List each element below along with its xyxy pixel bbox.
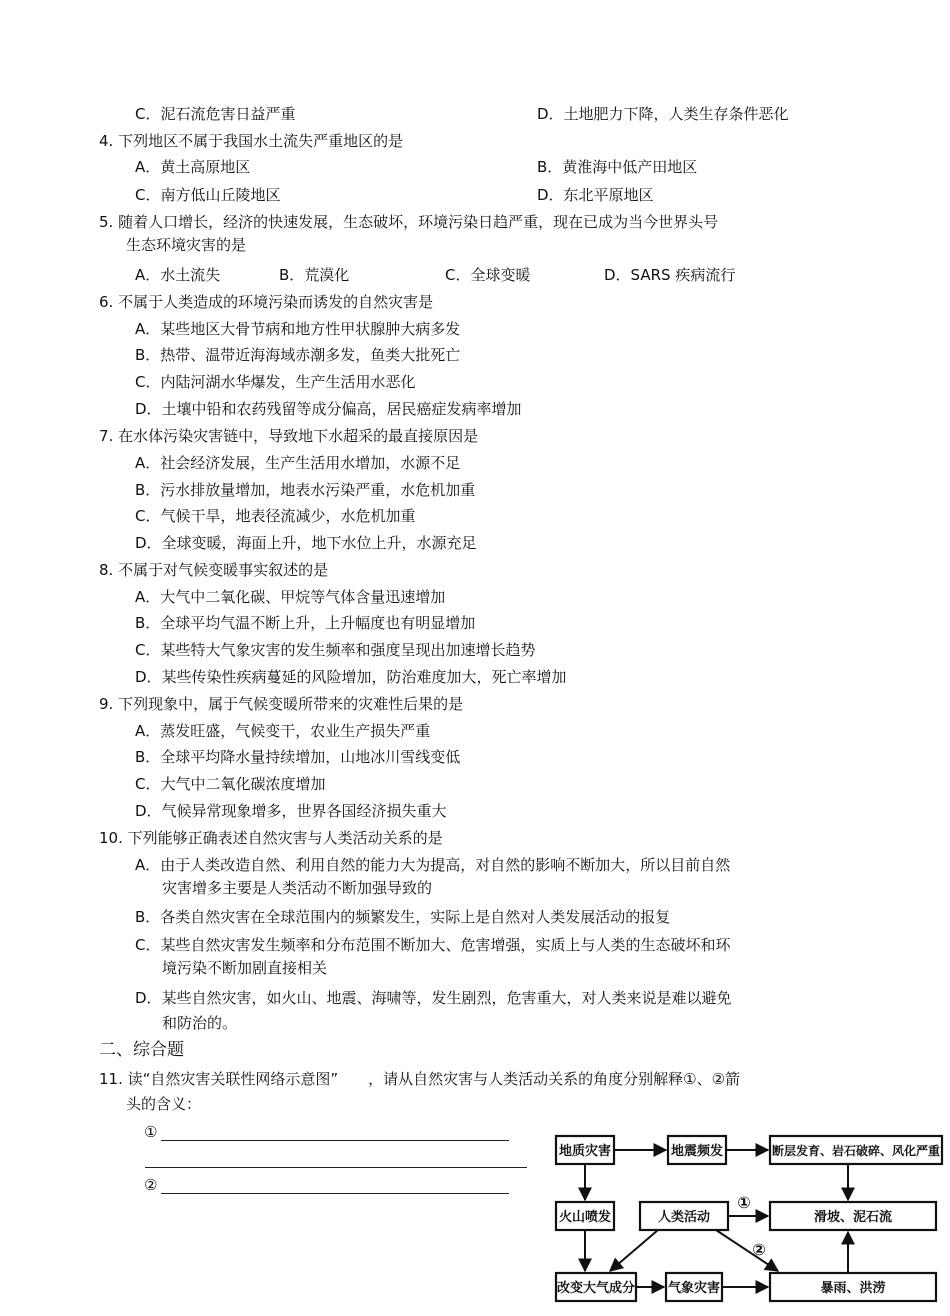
q7-option-c: C．气候干旱，地表径流减少，水危机加重 xyxy=(135,507,416,525)
q10-stem: 10. 下列能够正确表述自然灾害与人类活动关系的是 xyxy=(99,829,443,847)
q6-option-b: B．热带、温带近海海域赤潮多发，鱼类大批死亡 xyxy=(135,346,461,364)
q7-option-d: D．全球变暖，海面上升，地下水位上升，水源充足 xyxy=(135,534,477,552)
q6-stem: 6. 不属于人类造成的环境污染而诱发的自然灾害是 xyxy=(99,293,434,311)
q9-option-d: D．气候异常现象增多，世界各国经济损失重大 xyxy=(135,802,447,820)
edge-human-storm xyxy=(716,1230,778,1271)
q8-option-c: C．某些特大气象灾害的发生频率和强度呈现出加速增长趋势 xyxy=(135,641,536,659)
q11-stem-line2: 头的含义： xyxy=(126,1095,202,1113)
q6-option-d: D．土壤中铅和农药残留等成分偏高，居民癌症发病率增加 xyxy=(135,400,522,418)
q10-option-b: B．各类自然灾害在全球范围内的频繁发生，实际上是自然对人类发展活动的报复 xyxy=(135,908,671,926)
svg-text:改变大气成分: 改变大气成分 xyxy=(556,1281,636,1296)
node-landslide xyxy=(770,1202,936,1230)
q3-option-c: C．泥石流危害日益严重 xyxy=(135,105,296,123)
node-geo xyxy=(556,1136,614,1164)
q10-option-a-line1: A．由于人类改造自然、利用自然的能力大为提高，对自然的影响不断加大，所以目前自然 xyxy=(135,856,731,874)
q9-option-c: C．大气中二氧化碳浓度增加 xyxy=(135,775,326,793)
q4-option-d: D．东北平原地区 xyxy=(537,186,654,204)
answer-mark-2: ② xyxy=(144,1176,158,1194)
q10-option-a-line2: 灾害增多主要是人类活动不断加强导致的 xyxy=(162,879,433,897)
q4-option-c: C．南方低山丘陵地区 xyxy=(135,186,281,204)
svg-text:滑坡、泥石流: 滑坡、泥石流 xyxy=(813,1210,893,1225)
node-storm xyxy=(770,1273,936,1301)
q3-option-d: D．土地肥力下降，人类生存条件恶化 xyxy=(537,105,789,123)
answer-mark-1: ① xyxy=(144,1123,158,1141)
q8-stem: 8. 不属于对气候变暖事实叙述的是 xyxy=(99,561,329,579)
svg-text:断层发育、岩石破碎、风化严重: 断层发育、岩石破碎、风化严重 xyxy=(771,1144,941,1158)
node-fault xyxy=(770,1136,942,1164)
answer-blank-1-continued[interactable] xyxy=(145,1167,527,1168)
answer-blank-1[interactable] xyxy=(161,1140,509,1141)
q10-option-d-line2: 和防治的。 xyxy=(162,1014,238,1032)
svg-text:地震频发: 地震频发 xyxy=(670,1144,724,1159)
q9-option-b: B．全球平均降水量持续增加，山地冰川雪线变低 xyxy=(135,748,461,766)
q4-stem: 4. 下列地区不属于我国水土流失严重地区的是 xyxy=(99,132,404,150)
section-title: 二、综合题 xyxy=(99,1040,184,1060)
q5-option-d: D．SARS 疾病流行 xyxy=(604,266,736,284)
q6-option-c: C．内陆河湖水华爆发，生产生活用水恶化 xyxy=(135,373,416,391)
q10-option-c-line1: C．某些自然灾害发生频率和分布范围不断加大、危害增强，实质上与人类的生态破坏和环 xyxy=(135,936,731,954)
svg-text:火山喷发: 火山喷发 xyxy=(558,1210,612,1225)
node-atmos xyxy=(556,1273,636,1301)
q11-stem-line1: 11. 读“自然灾害关联性网络示意图” ，请从自然灾害与人类活动关系的角度分别解释①、②箭 xyxy=(99,1070,741,1088)
q5-stem-line2: 生态环境灾害的是 xyxy=(126,236,247,254)
answer-blank-2[interactable] xyxy=(161,1193,509,1194)
q10-option-d-line1: D．某些自然灾害，如火山、地震、海啸等，发生剧烈，危害重大，对人类来说是难以避免 xyxy=(135,989,732,1007)
disaster-network-diagram xyxy=(548,1128,948,1310)
arrow-label-2: ② xyxy=(752,1240,766,1259)
q5-option-b: B．荒漠化 xyxy=(279,266,350,284)
q7-option-b: B．污水排放量增加，地表水污染严重，水危机加重 xyxy=(135,481,476,499)
q9-option-a: A．蒸发旺盛，气候变干，农业生产损失严重 xyxy=(135,722,431,740)
q8-option-a: A．大气中二氧化碳、甲烷等气体含量迅速增加 xyxy=(135,588,446,606)
node-quake xyxy=(668,1136,726,1164)
q5-option-a: A．水土流失 xyxy=(135,266,221,284)
arrow-label-1: ① xyxy=(737,1193,751,1212)
svg-text:地质灾害: 地质灾害 xyxy=(558,1144,612,1159)
node-human xyxy=(640,1202,728,1230)
edge-human-atmos xyxy=(610,1230,658,1271)
q8-option-d: D．某些传染性疾病蔓延的风险增加，防治难度加大，死亡率增加 xyxy=(135,668,567,686)
q5-option-c: C．全球变暖 xyxy=(445,266,531,284)
q10-option-c-line2: 境污染不断加剧直接相关 xyxy=(162,959,328,977)
svg-text:人类活动: 人类活动 xyxy=(657,1210,711,1225)
q7-option-a: A．社会经济发展，生产生活用水增加，水源不足 xyxy=(135,454,461,472)
svg-text:暴雨、洪涝: 暴雨、洪涝 xyxy=(820,1281,886,1296)
node-weather xyxy=(666,1273,722,1301)
node-volcano xyxy=(556,1202,614,1230)
q6-option-a: A．某些地区大骨节病和地方性甲状腺肿大病多发 xyxy=(135,320,461,338)
svg-text:气象灾害: 气象灾害 xyxy=(667,1281,721,1296)
q5-stem-line1: 5. 随着人口增长，经济的快速发展，生态破坏，环境污染日趋严重，现在已成为当今世界头号 xyxy=(99,213,719,231)
q7-stem: 7. 在水体污染灾害链中，导致地下水超采的最直接原因是 xyxy=(99,427,479,445)
q4-option-b: B．黄淮海中低产田地区 xyxy=(537,158,698,176)
q4-option-a: A．黄土高原地区 xyxy=(135,158,251,176)
q9-stem: 9. 下列现象中，属于气候变暖所带来的灾难性后果的是 xyxy=(99,695,464,713)
q8-option-b: B．全球平均气温不断上升，上升幅度也有明显增加 xyxy=(135,614,476,632)
